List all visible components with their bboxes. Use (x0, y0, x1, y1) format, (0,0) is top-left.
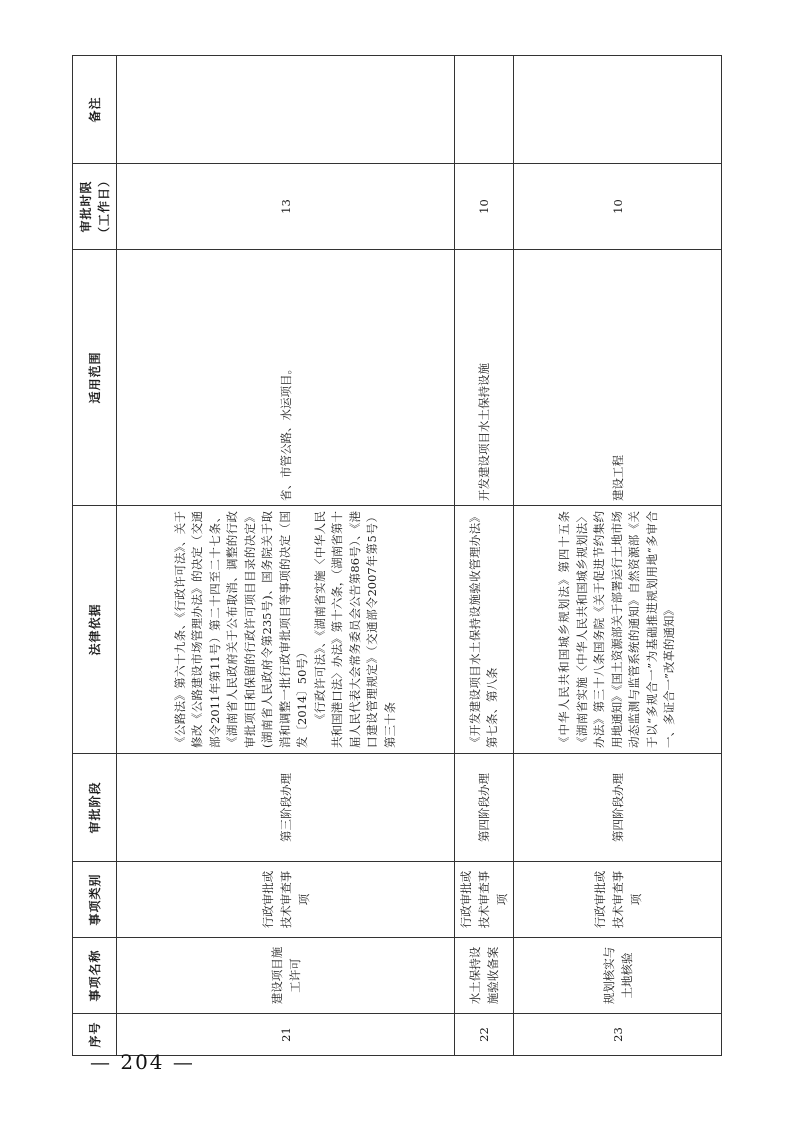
basis-paragraph: 《行政许可法》、《湖南省实施〈中华人民共和国港口法〉办法》第十六条，（湖南省第十届人民代表大会常务委员会公告第86号）、《港口建设管理规定》（交通部令2007年第5号）第三十条 (312, 511, 397, 748)
cell-time: 13 (117, 164, 455, 250)
cell-remarks (514, 56, 722, 164)
cell-name: 规划核实与土地核验 (514, 938, 722, 1014)
table-row (514, 56, 722, 1056)
basis-paragraph: 《开发建设项目水土保持设施验收管理办法》第七条、第八条 (467, 511, 499, 748)
cell-remarks (455, 56, 514, 164)
cell-name: 建设项目施工许可 (117, 938, 455, 1014)
header-time-line2: （工作日） (96, 174, 111, 240)
cell-remarks (117, 56, 455, 164)
cell-time: 10 (455, 164, 514, 250)
cell-basis (455, 506, 514, 754)
header-remarks: 备注 (73, 56, 117, 164)
rotated-table-container (72, 56, 720, 1056)
header-time (73, 164, 117, 250)
cell-scope: 开发建设项目水土保持设施 (455, 250, 514, 506)
cell-seq: 23 (514, 1014, 722, 1056)
header-category: 事项类别 (73, 862, 117, 938)
cell-stage: 第四阶段办理 (514, 754, 722, 862)
cell-scope: 省、市管公路、水运项目。 (117, 250, 455, 506)
table-row (117, 56, 455, 1056)
header-name: 事项名称 (73, 938, 117, 1014)
cell-category: 行政审批或技术审查事项 (514, 862, 722, 938)
page-number: — 204 — (90, 1050, 195, 1074)
cell-time: 10 (514, 164, 722, 250)
cell-stage: 第三阶段办理 (117, 754, 455, 862)
cell-basis (117, 506, 455, 754)
cell-category: 行政审批或技术审查事项 (117, 862, 455, 938)
cell-name: 水土保持设施验收备案 (455, 938, 514, 1014)
table-row (455, 56, 514, 1056)
table-header-row (73, 56, 117, 1056)
cell-seq: 22 (455, 1014, 514, 1056)
basis-paragraph: 《公路法》第六十九条、《行政许可法》、关于修改《公路建设市场管理办法》的决定（交通部令2011年第11号）第二十四至二十七条、《湖南省人民政府关于公布取消、调整的行政审批项目和保留的行政许可项目目录的决定》(湖南省人民政府令第235号)、国务院关于取消和调整一批行政审批项目等事项的决定（国发〔2014〕50号） (172, 511, 310, 748)
header-stage: 审批阶段 (73, 754, 117, 862)
cell-category: 行政审批或技术审查事项 (455, 862, 514, 938)
cell-basis (514, 506, 722, 754)
cell-scope: 建设工程 (514, 250, 722, 506)
header-time-line1: 审批时限 (78, 180, 93, 233)
header-scope: 适用范围 (73, 250, 117, 506)
basis-paragraph: 《中华人民共和国城乡规划法》第四十五条《湖南省实施〈中华人民共和国城乡规划法〉办法》第三十八条国务院《关于促进节约集约用地通知》《国土资源部关于部署运行土地市场动态监测与监管系统的通知》自然资源部《关于以“多规合一”为基础推进规划用地“多审合一、多证合一”改革的通知》 (557, 511, 677, 748)
approval-items-table (72, 55, 722, 1056)
header-basis: 法律依据 (73, 506, 117, 754)
cell-stage: 第四阶段办理 (455, 754, 514, 862)
header-seq: 序号 (73, 1014, 117, 1056)
cell-seq: 21 (117, 1014, 455, 1056)
